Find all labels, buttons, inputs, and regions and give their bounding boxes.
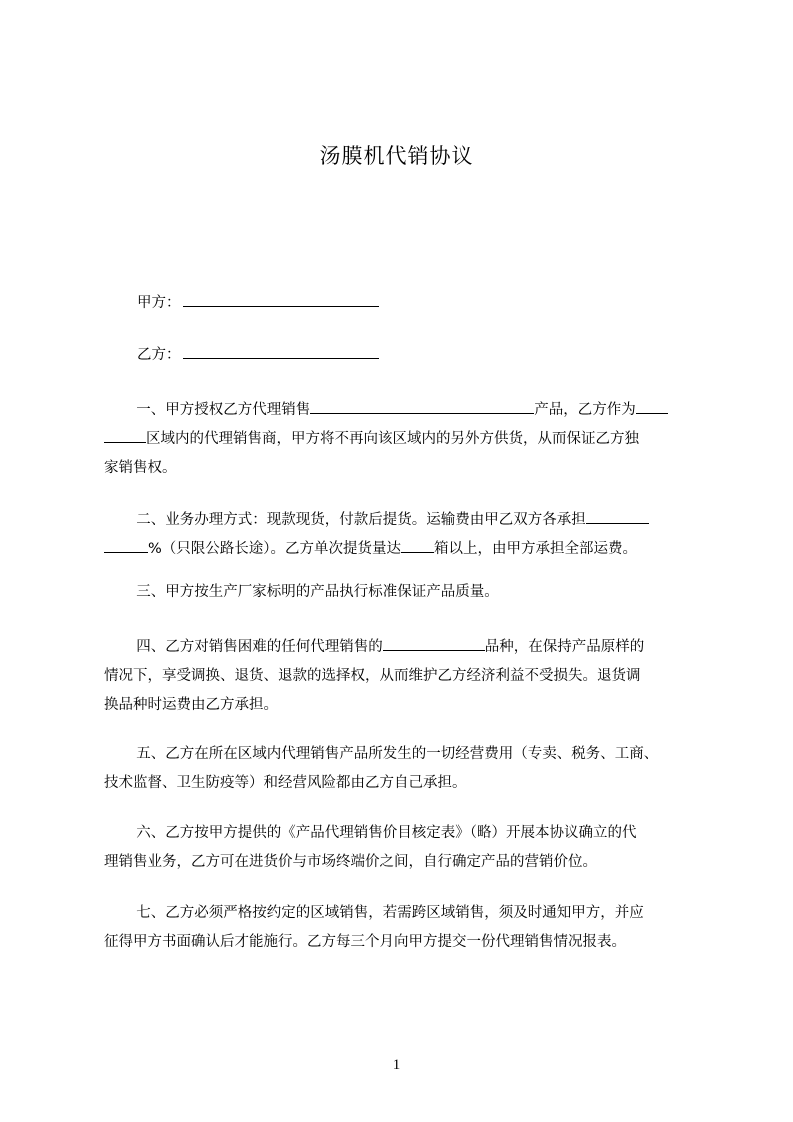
party-a-label: 甲方： [137, 295, 181, 311]
clause-1-region-blank-b [104, 429, 146, 443]
clause-2-share-blank-b [104, 539, 148, 553]
clause-6-text-a: 六、乙方按甲方提供的《产品代理销售价目核定表》（略）开展本协议确立的代 [136, 825, 637, 841]
page-number: 1 [392, 1057, 401, 1073]
clause-1-text-c: 区域内的代理销售商，甲方将不再向该区域内的另外方供货，从而保证乙方独 [146, 431, 639, 447]
clause-4-text-c: 情况下，享受调换、退货、退款的选择权，从而维护乙方经济利益不受损失。退货调 [104, 668, 641, 684]
party-b-line [137, 344, 379, 365]
clause-2-boxes-blank [401, 539, 434, 553]
clause-7-text-a: 七、乙方必须严格按约定的区域销售，若需跨区域销售，须及时通知甲方，并应 [136, 905, 644, 921]
clause-2-text-c: 箱以上，由甲方承担全部运费。 [434, 541, 638, 557]
clause-7 [104, 899, 700, 957]
clause-1-text-d: 家销售权。 [104, 460, 177, 476]
clause-1 [104, 396, 700, 483]
clause-3-text: 三、甲方按生产厂家标明的产品执行标准保证产品质量。 [136, 584, 499, 600]
clause-1-text-a: 一、甲方授权乙方代理销售 [136, 402, 311, 418]
clause-2 [104, 506, 700, 564]
party-b-blank [183, 344, 379, 359]
clause-2-text-a: 二、业务办理方式：现款现货，付款后提货。运输费由甲乙双方各承担 [136, 512, 586, 528]
clause-4-text-a: 四、乙方对销售困难的任何代理销售的 [136, 639, 383, 655]
clause-3 [104, 578, 700, 607]
clause-1-product-blank [310, 400, 534, 414]
clause-1-text-b: 产品，乙方作为 [534, 402, 636, 418]
party-a-blank [183, 292, 379, 307]
clause-5-text-b: 技术监督、卫生防疫等）和经营风险都由乙方自己承担。 [104, 775, 467, 791]
clause-5 [104, 740, 700, 798]
clause-6-text-b: 理销售业务，乙方可在进货价与市场终端价之间，自行确定产品的营销价位。 [104, 854, 597, 870]
clause-2-share-blank-a [586, 510, 649, 524]
party-a-line [137, 292, 379, 313]
clause-4-variety-blank [383, 637, 485, 651]
party-b-label: 乙方： [137, 347, 181, 363]
clause-2-text-b: %（只限公路长途）。乙方单次提货量达 [148, 541, 402, 557]
clause-7-text-b: 征得甲方书面确认后才能施行。乙方每三个月向甲方提交一份代理销售情况报表。 [104, 934, 626, 950]
clause-4-text-b: 品种，在保持产品原样的 [484, 639, 645, 655]
clause-6 [104, 819, 700, 877]
document-title: 汤膜机代销协议 [319, 144, 474, 168]
clause-1-region-blank-a [636, 400, 668, 414]
clause-5-text-a: 五、乙方在所在区域内代理销售产品所发生的一切经营费用（专卖、税务、工商、 [136, 746, 659, 762]
clause-4 [104, 633, 700, 720]
clause-4-text-d: 换品种时运费由乙方承担。 [104, 697, 278, 713]
